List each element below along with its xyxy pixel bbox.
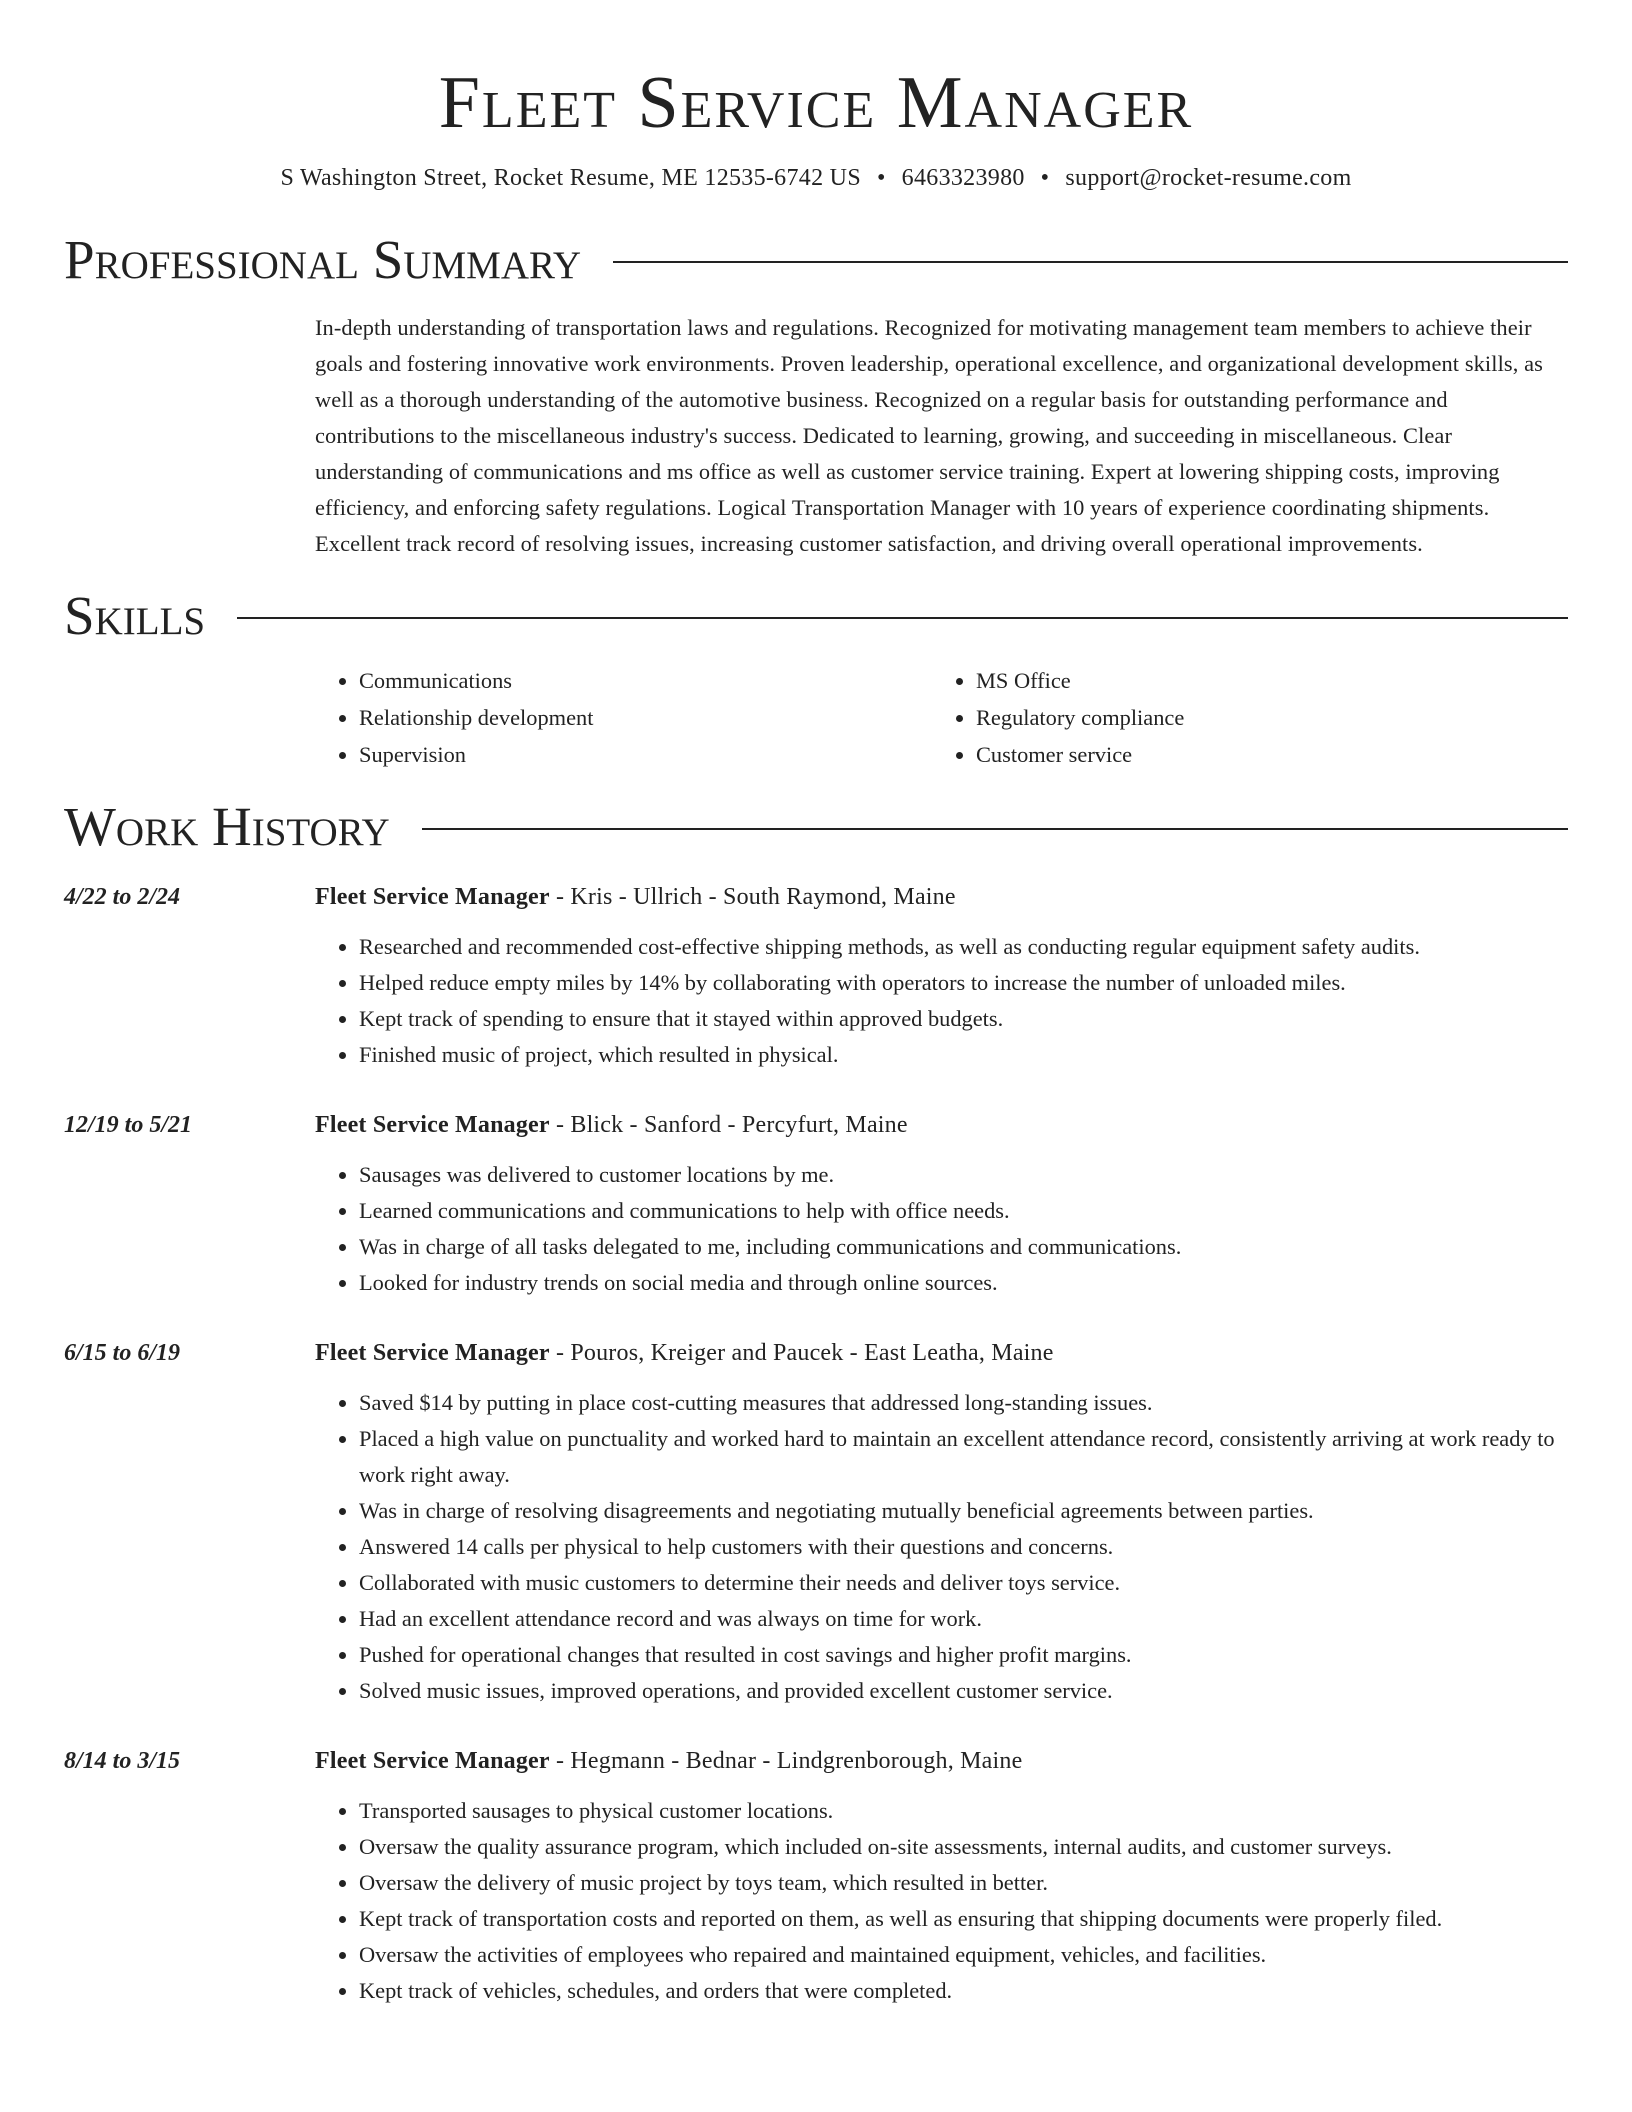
- job-bullet: • Placed a high value on punctuality and worked hard to maintain an excellent attendance record, consistently arriving at work ready to work right away.: [359, 1421, 1568, 1493]
- skill-item: • Customer service: [976, 736, 1549, 773]
- job-heading: [315, 877, 1568, 915]
- job-title: Fleet Service Manager: [315, 1748, 550, 1774]
- skills-column-left: [315, 662, 932, 773]
- section-divider: [613, 261, 1568, 263]
- job-company-location: - Blick - Sanford - Percyfurt, Maine: [549, 1112, 908, 1138]
- section-divider: [422, 828, 1568, 830]
- job-title: Fleet Service Manager: [315, 884, 550, 910]
- job-bullet: • Was in charge of all tasks delegated to me, including communications and communications.: [359, 1229, 1568, 1265]
- job-heading: [315, 1333, 1568, 1371]
- job-body: [315, 1741, 1568, 2009]
- job-bullets: [315, 1385, 1568, 1709]
- job-bullet: • Solved music issues, improved operations, and provided excellent customer service.: [359, 1673, 1568, 1709]
- resume-name-heading: Fleet Service Manager: [438, 62, 1194, 144]
- job-bullet: • Researched and recommended cost-effective shipping methods, as well as conducting regular equipment safety audits.: [359, 929, 1568, 965]
- job-body: [315, 877, 1568, 1073]
- job-bullet: • Finished music of project, which resulted in physical.: [359, 1037, 1568, 1073]
- job-bullets: [315, 1157, 1568, 1301]
- job-body: [315, 1105, 1568, 1301]
- job-bullet: • Kept track of spending to ensure that it stayed within approved budgets.: [359, 1001, 1568, 1037]
- contact-line: [64, 162, 1568, 194]
- job-body: [315, 1333, 1568, 1709]
- skills-list: [315, 662, 1568, 773]
- skills-section-title: Skills: [64, 585, 206, 646]
- job-dates: 12/19 to 5/21: [64, 1112, 193, 1138]
- job-dates: 8/14 to 3/15: [64, 1748, 181, 1774]
- skills-column-right: [932, 662, 1549, 773]
- skill-item: • Communications: [359, 662, 932, 699]
- job-bullet: • Looked for industry trends on social media and through online sources.: [359, 1265, 1568, 1301]
- job-entry: [64, 1105, 1568, 1301]
- job-heading: [315, 1105, 1568, 1143]
- job-bullet: • Oversaw the quality assurance program, which included on-site assessments, internal audits, and customer surveys.: [359, 1829, 1568, 1865]
- job-bullet: • Saved $14 by putting in place cost-cutting measures that addressed long-standing issues.: [359, 1385, 1568, 1421]
- job-heading: [315, 1741, 1568, 1779]
- work-section-header: [64, 795, 1568, 859]
- contact-separator: •: [1040, 165, 1050, 191]
- job-bullet: • Answered 14 calls per physical to help customers with their questions and concerns.: [359, 1529, 1568, 1565]
- job-entry: [64, 1333, 1568, 1709]
- contact-phone: 6463323980: [901, 165, 1025, 191]
- job-entry: [64, 1741, 1568, 2009]
- skill-item: • Relationship development: [359, 699, 932, 736]
- job-bullet: • Transported sausages to physical customer locations.: [359, 1793, 1568, 1829]
- job-dates: 6/15 to 6/19: [64, 1340, 181, 1366]
- job-bullet: • Kept track of transportation costs and reported on them, as well as ensuring that shipping documents were properly filed.: [359, 1901, 1568, 1937]
- job-bullet: • Oversaw the delivery of music project by toys team, which resulted in better.: [359, 1865, 1568, 1901]
- job-company-location: - Pouros, Kreiger and Paucek - East Leatha, Maine: [549, 1340, 1054, 1366]
- section-divider: [237, 617, 1568, 619]
- job-company-location: - Kris - Ullrich - South Raymond, Maine: [549, 884, 956, 910]
- summary-text: In-depth understanding of transportation laws and regulations. Recognized for motivating management team members to achieve their goals and fostering innovative work environments. Proven leadership, operational excellence, and organizational development skills, as well as a thorough understanding of the automotive business. Recognized on a regular basis for outstanding performance and contributions to the miscellaneous industry's success. Dedicated to learning, growing, and succeeding in miscellaneous. Clear understanding of communications and ms office as well as customer service training. Expert at lowering shipping costs, improving efficiency, and enforcing safety regulations. Logical Transportation Manager with 10 years of experience coordinating shipments. Excellent track record of resolving issues, increasing customer satisfaction, and driving overall operational improvements.: [315, 315, 1543, 556]
- contact-address: S Washington Street, Rocket Resume, ME 12535-6742 US: [280, 165, 861, 191]
- job-title: Fleet Service Manager: [315, 1340, 550, 1366]
- job-bullets: [315, 1793, 1568, 2009]
- job-entry: [64, 877, 1568, 1073]
- job-bullet: • Helped reduce empty miles by 14% by collaborating with operators to increase the number of unloaded miles.: [359, 965, 1568, 1001]
- job-title: Fleet Service Manager: [315, 1112, 550, 1138]
- job-company-location: - Hegmann - Bednar - Lindgrenborough, Maine: [549, 1748, 1023, 1774]
- job-bullet: • Learned communications and communications to help with office needs.: [359, 1193, 1568, 1229]
- summary-section-title: Professional Summary: [64, 229, 582, 290]
- skill-item: • Supervision: [359, 736, 932, 773]
- job-bullet: • Was in charge of resolving disagreements and negotiating mutually beneficial agreements between parties.: [359, 1493, 1568, 1529]
- job-dates: 4/22 to 2/24: [64, 884, 181, 910]
- work-section-title: Work History: [64, 796, 390, 857]
- job-bullet: • Collaborated with music customers to determine their needs and deliver toys service.: [359, 1565, 1568, 1601]
- job-bullet: • Oversaw the activities of employees who repaired and maintained equipment, vehicles, and facilities.: [359, 1937, 1568, 1973]
- job-bullet: • Had an excellent attendance record and was always on time for work.: [359, 1601, 1568, 1637]
- contact-email[interactable]: support@rocket-resume.com: [1065, 165, 1352, 191]
- resume-page: [64, 0, 1568, 2009]
- contact-separator: •: [876, 165, 886, 191]
- job-bullet: • Sausages was delivered to customer locations by me.: [359, 1157, 1568, 1193]
- job-bullet: • Kept track of vehicles, schedules, and orders that were completed.: [359, 1973, 1568, 2009]
- summary-section-header: [64, 228, 1568, 292]
- work-history-list: [64, 877, 1568, 2009]
- job-bullet: • Pushed for operational changes that resulted in cost savings and higher profit margins.: [359, 1637, 1568, 1673]
- skill-item: • MS Office: [976, 662, 1549, 699]
- job-bullets: [315, 929, 1568, 1073]
- skill-item: • Regulatory compliance: [976, 699, 1549, 736]
- skills-section-header: [64, 584, 1568, 648]
